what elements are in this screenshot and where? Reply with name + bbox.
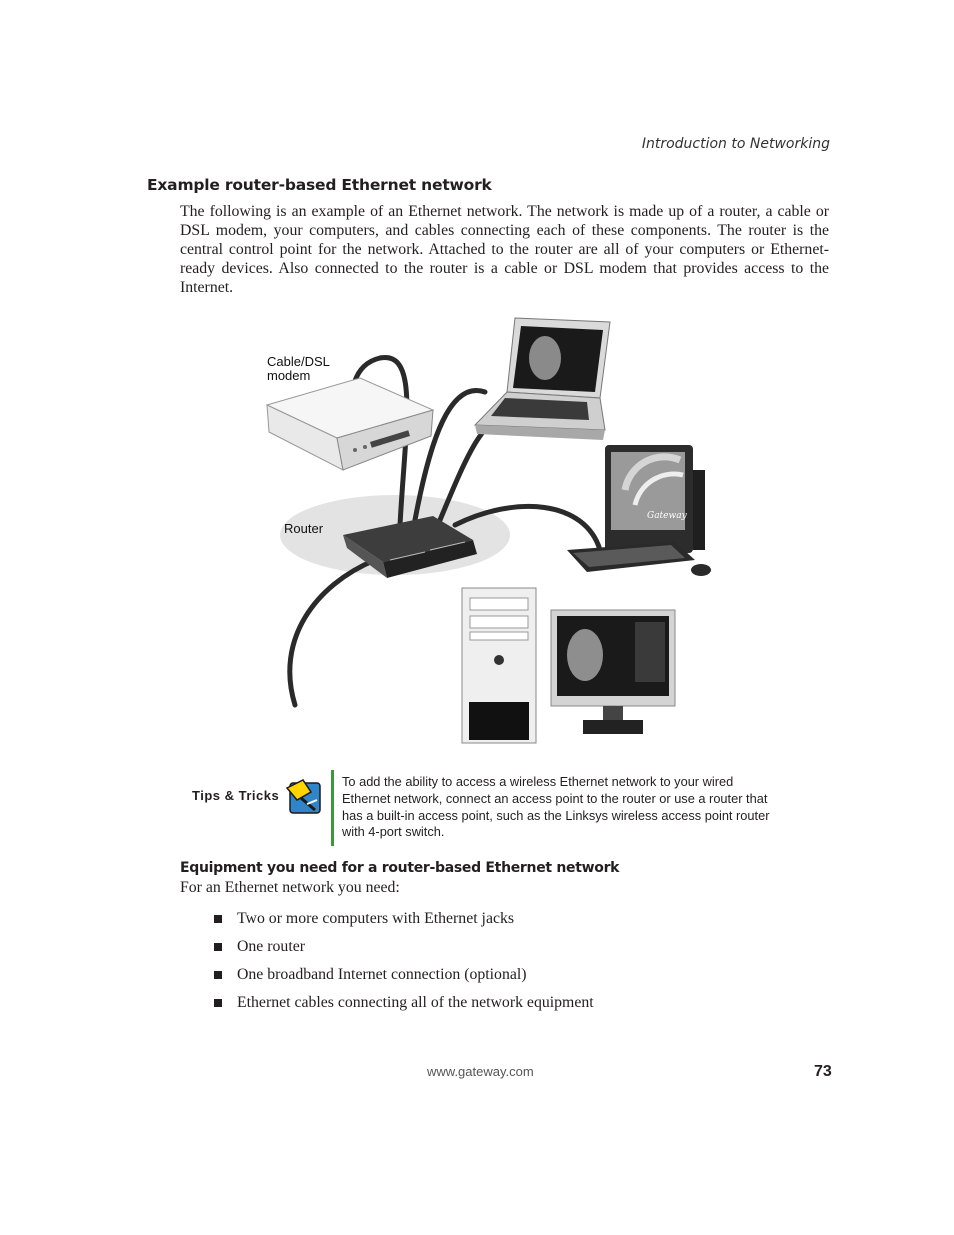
tips-tricks-icon: [285, 778, 323, 816]
flat-panel-monitor-image: [551, 610, 675, 734]
section-title: Example router-based Ethernet network: [147, 176, 492, 194]
network-diagram: [255, 310, 725, 750]
bullet-icon: [214, 915, 222, 923]
tower-computer-image: [462, 588, 536, 743]
tips-text: To add the ability to access a wireless Ethernet network to your wired Ethernet network, connect an access point to the router or use a router that has a built-in access point, such as the Linksys wireless access point router with 4-port switch.: [342, 774, 770, 840]
modem-label: [267, 355, 330, 383]
desktop-monitor-image: [567, 445, 711, 576]
tips-accent-bar: [331, 770, 334, 846]
bullet-icon: [214, 999, 222, 1007]
equipment-lead: For an Ethernet network you need:: [180, 879, 400, 896]
list-item: [212, 966, 594, 994]
list-item-text: One broadband Internet connection (optional): [237, 966, 527, 983]
list-item-text: One router: [237, 938, 305, 955]
page-number: 73: [814, 1063, 832, 1080]
intro-paragraph: The following is an example of an Ethernet network. The network is made up of a router, a cable or DSL modem, your computers, and cables connecting each of these components. The router is the central control point for the network. Attached to the router are all of your computers or Ethernet-ready devices. Also connected to the router is a cable or DSL modem that provides access to the Internet.: [180, 203, 829, 296]
modem-label-line-2: modem: [267, 368, 311, 383]
list-item: [212, 994, 594, 1022]
equipment-title: Equipment you need for a router-based Ethernet network: [180, 860, 620, 876]
running-head: Introduction to Networking: [641, 136, 830, 152]
list-item: [212, 910, 594, 938]
bullet-icon: [214, 971, 222, 979]
tips-box: [190, 770, 790, 846]
tips-label: Tips & Tricks: [192, 788, 280, 803]
list-item-text: Ethernet cables connecting all of the network equipment: [237, 994, 594, 1011]
modem-label-line-1: Cable/DSL: [267, 354, 330, 369]
gateway-logo: Gateway: [647, 511, 687, 521]
footer-url: www.gateway.com: [427, 1064, 534, 1079]
list-item: [212, 938, 594, 966]
router-label: Router: [284, 521, 324, 536]
laptop-image: [475, 318, 610, 440]
bullet-icon: [214, 943, 222, 951]
list-item-text: Two or more computers with Ethernet jacks: [237, 910, 515, 927]
equipment-list: [212, 910, 594, 1022]
